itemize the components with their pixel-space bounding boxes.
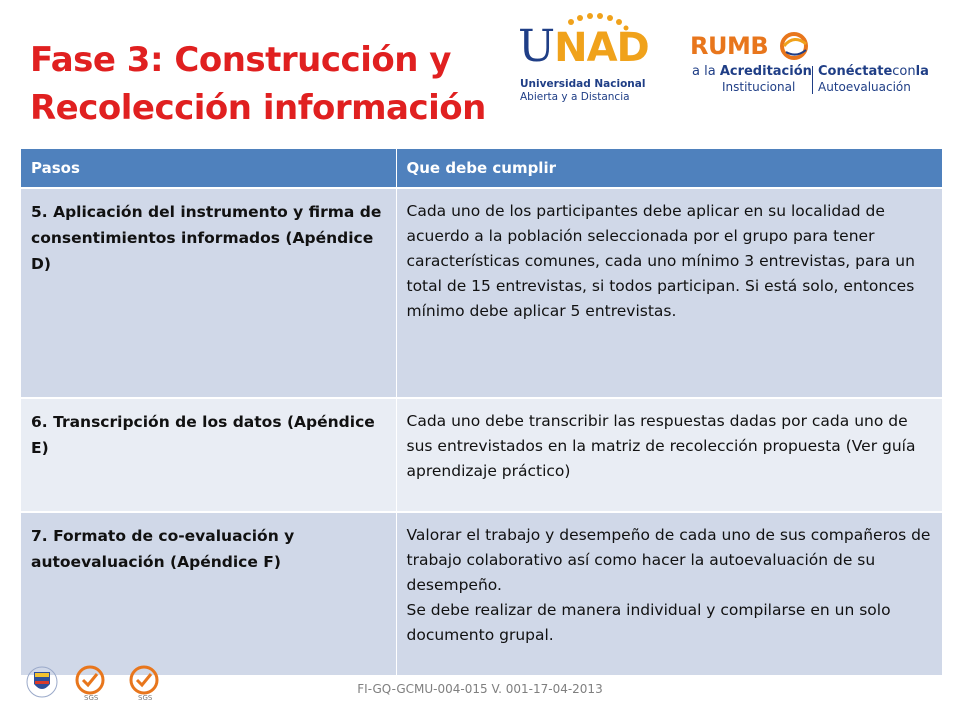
requirement-text: Cada uno de los participantes debe aplicar en su localidad de acuerdo a la población seleccionada por el grupo para tener características comunes, cada uno mínimo 3 entrevistas, para un total de 15 entrevistas, si todos participan. Si está solo, entonces mínimo debe aplicar 5 entrevistas. <box>406 202 915 320</box>
rumbo-right-line-2: Autoevaluación <box>818 80 911 94</box>
unad-wordmark-u: U <box>518 21 555 72</box>
rumbo-right-line-1 <box>818 64 929 79</box>
rumbo-conectate: Conéctate <box>818 64 893 79</box>
rumbo-line-2: Institucional <box>722 80 796 94</box>
unad-subtitle <box>520 78 645 104</box>
table-row <box>21 188 942 398</box>
rumbo-la: la <box>915 64 929 79</box>
sgs-label: SGS <box>84 694 99 702</box>
slide-title <box>30 36 530 132</box>
document-code: FI-GQ-GCMU-004-015 V. 001-17-04-2013 <box>357 682 603 696</box>
unad-logo <box>518 12 650 108</box>
unad-subtitle-line-1: Universidad Nacional <box>520 78 646 90</box>
rumbo-swirl-icon <box>780 30 810 62</box>
requirement-cell <box>396 188 942 398</box>
unad-wordmark <box>518 22 649 73</box>
requirement-cell <box>396 512 942 675</box>
step-cell: 6. Transcripción de los datos (Apéndice E) <box>21 398 396 512</box>
step-cell: 7. Formato de co-evaluación y autoevaluación (Apéndice F) <box>21 512 396 675</box>
steps-table <box>21 149 942 675</box>
requirement-text: Se debe realizar de manera individual y compilarse en un solo documento grupal. <box>406 601 891 644</box>
rumbo-con: con <box>892 64 916 79</box>
sgs-label: SGS <box>138 694 153 702</box>
header-que-debe-cumplir: Que debe cumplir <box>396 149 942 188</box>
requirement-text: Cada uno debe transcribir las respuestas dadas por cada uno de sus entrevistados en la matriz de recolección propuesta (Ver guía aprendizaje práctico) <box>406 412 916 480</box>
steps-table-container <box>21 149 942 675</box>
rumbo-line-1-bold: Acreditación <box>719 64 812 79</box>
requirement-text: Valorar el trabajo y desempeño de cada uno de sus compañeros de trabajo colaborativo así como hacer la autoevaluación de su desempeño. <box>406 526 931 594</box>
requirement-cell <box>396 398 942 512</box>
step-cell: 5. Aplicación del instrumento y firma de consentimientos informados (Apéndice D) <box>21 188 396 398</box>
rumbo-line-1-prefix: a la <box>692 64 720 79</box>
unad-subtitle-line-2: Abierta y a Distancia <box>520 91 630 103</box>
rumbo-acreditacion-logo <box>688 30 958 100</box>
slide-title-line-2: Recolección información <box>30 88 486 128</box>
unad-wordmark-nad: NAD <box>554 25 649 71</box>
table-header-row <box>21 149 942 188</box>
rumbo-divider <box>812 66 813 94</box>
rumbo-wordmark: RUMB <box>690 32 769 60</box>
slide-title-line-1: Fase 3: Construcción y <box>30 40 451 80</box>
table-row <box>21 512 942 675</box>
table-row <box>21 398 942 512</box>
header-pasos: Pasos <box>21 149 396 188</box>
rumbo-line-1 <box>692 64 812 79</box>
